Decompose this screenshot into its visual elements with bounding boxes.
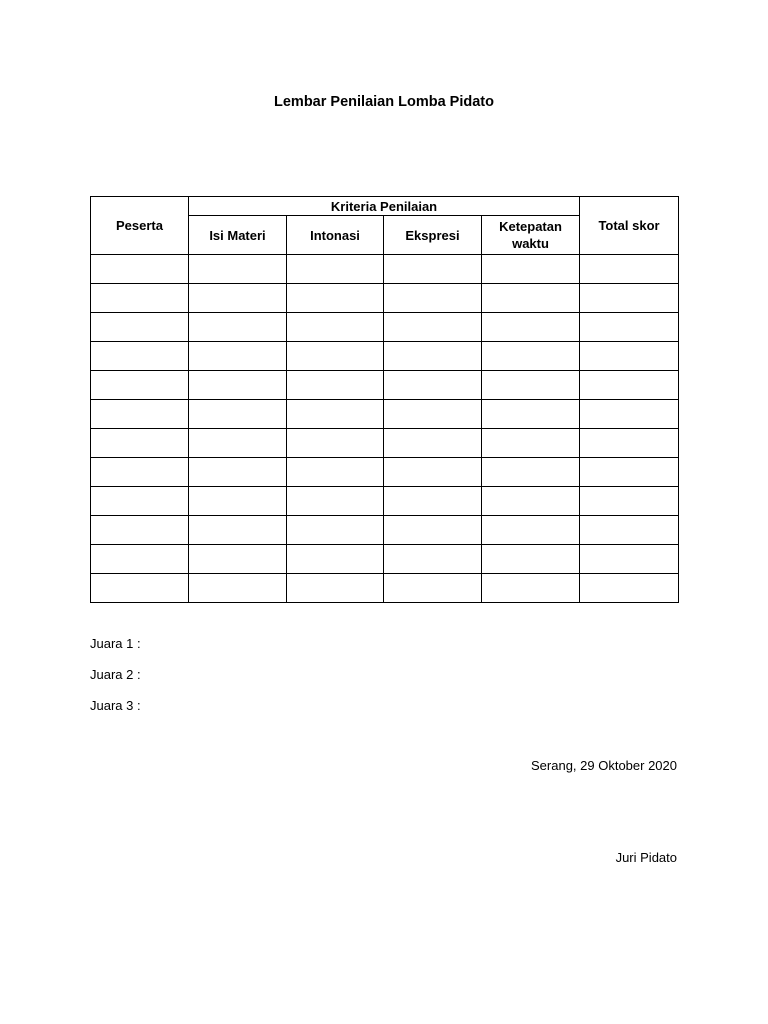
table-cell (482, 429, 580, 458)
place-date: Serang, 29 Oktober 2020 (531, 758, 677, 773)
table-cell (91, 255, 189, 284)
table-cell (580, 458, 679, 487)
table-cell (91, 487, 189, 516)
table-cell (287, 342, 384, 371)
table-cell (482, 284, 580, 313)
table-cell (482, 342, 580, 371)
table-cell (91, 284, 189, 313)
table-row (91, 429, 679, 458)
table-cell (482, 516, 580, 545)
table-cell (482, 255, 580, 284)
table-cell (287, 371, 384, 400)
table-cell (384, 400, 482, 429)
table-cell (189, 342, 287, 371)
table-cell (580, 371, 679, 400)
table-cell (580, 516, 679, 545)
table-cell (91, 429, 189, 458)
column-header-total: Total skor (580, 197, 679, 255)
table-header-row (91, 197, 679, 216)
table-cell (580, 342, 679, 371)
table-cell (580, 400, 679, 429)
table-cell (189, 284, 287, 313)
table-row (91, 545, 679, 574)
signer-label: Juri Pidato (615, 850, 677, 865)
table-cell (91, 342, 189, 371)
table-row (91, 458, 679, 487)
table-cell (384, 313, 482, 342)
column-header-ekspresi: Ekspresi (384, 216, 482, 255)
table-row (91, 255, 679, 284)
table-cell (287, 545, 384, 574)
table-cell (189, 400, 287, 429)
table-cell (91, 516, 189, 545)
table-cell (91, 545, 189, 574)
table-cell (384, 255, 482, 284)
table-row (91, 516, 679, 545)
table-row (91, 574, 679, 603)
table-cell (287, 458, 384, 487)
table-cell (91, 313, 189, 342)
table-cell (189, 313, 287, 342)
column-header-isi-materi: Isi Materi (189, 216, 287, 255)
table-row (91, 371, 679, 400)
table-cell (189, 255, 287, 284)
table-cell (384, 429, 482, 458)
table-cell (580, 284, 679, 313)
table-cell (287, 429, 384, 458)
table-cell (287, 255, 384, 284)
table-cell (384, 284, 482, 313)
table-cell (384, 458, 482, 487)
table-cell (580, 574, 679, 603)
winners-list (90, 636, 141, 729)
table-cell (91, 371, 189, 400)
table-cell (287, 284, 384, 313)
document-title: Lembar Penilaian Lomba Pidato (274, 94, 494, 110)
table-cell (384, 545, 482, 574)
table-cell (91, 400, 189, 429)
table-cell (189, 458, 287, 487)
table-cell (287, 487, 384, 516)
column-header-peserta: Peserta (91, 197, 189, 255)
table-cell (384, 342, 482, 371)
winner-line-3: Juara 3 : (90, 698, 141, 713)
column-header-intonasi: Intonasi (287, 216, 384, 255)
table-cell (287, 313, 384, 342)
table-row (91, 487, 679, 516)
table-cell (189, 545, 287, 574)
table-cell (482, 574, 580, 603)
table-cell (384, 574, 482, 603)
table-cell (580, 429, 679, 458)
score-table (90, 196, 679, 603)
column-header-ketepatan-waktu: Ketepatan waktu (482, 216, 580, 255)
winner-line-2: Juara 2 : (90, 667, 141, 682)
column-group-kriteria: Kriteria Penilaian (189, 197, 580, 216)
table-row (91, 342, 679, 371)
table-cell (384, 371, 482, 400)
table-cell (189, 574, 287, 603)
table-cell (287, 400, 384, 429)
table-cell (482, 371, 580, 400)
winner-line-1: Juara 1 : (90, 636, 141, 651)
table-cell (91, 574, 189, 603)
table-cell (189, 429, 287, 458)
table-cell (580, 545, 679, 574)
table-cell (287, 516, 384, 545)
table-cell (287, 574, 384, 603)
table-cell (91, 458, 189, 487)
table-cell (482, 458, 580, 487)
table-cell (482, 487, 580, 516)
table-row (91, 284, 679, 313)
table-cell (384, 487, 482, 516)
table-cell (580, 313, 679, 342)
table-cell (482, 400, 580, 429)
table-cell (580, 487, 679, 516)
table-cell (189, 371, 287, 400)
table-cell (482, 545, 580, 574)
table-cell (189, 516, 287, 545)
table-cell (482, 313, 580, 342)
table-row (91, 313, 679, 342)
table-cell (384, 516, 482, 545)
table-cell (189, 487, 287, 516)
table-cell (580, 255, 679, 284)
table-row (91, 400, 679, 429)
